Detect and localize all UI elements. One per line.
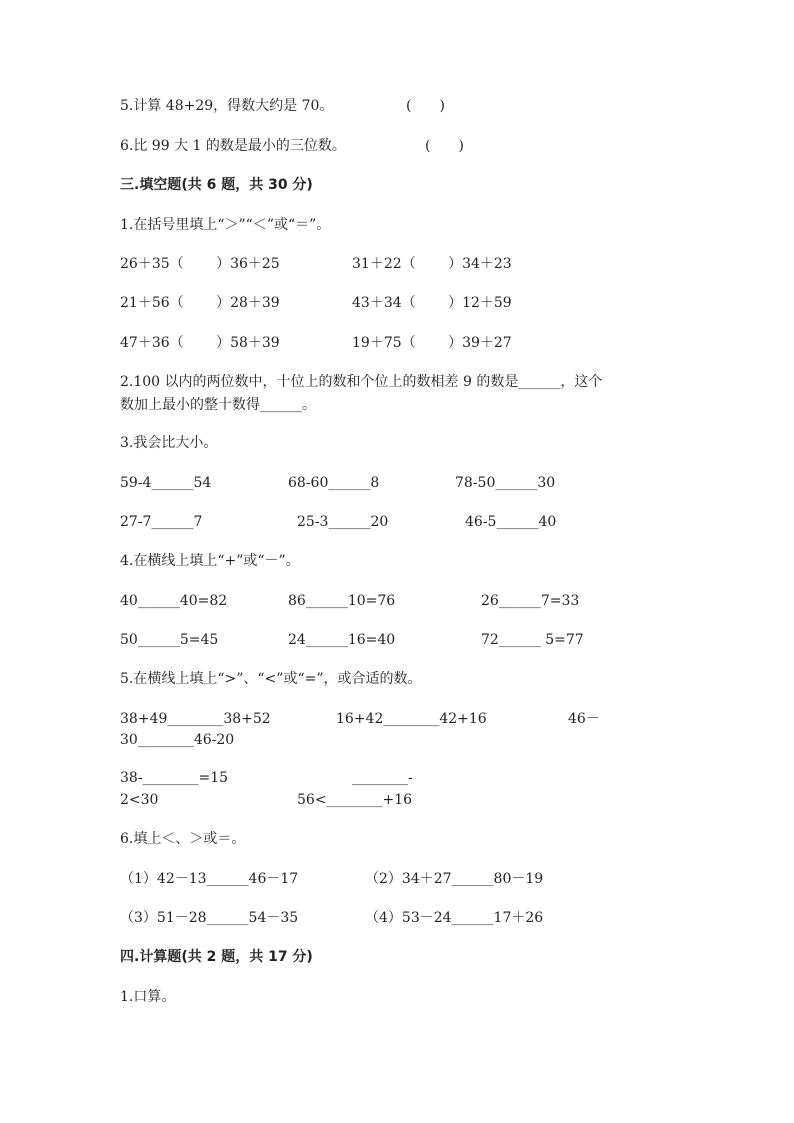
question-prompt: 1.口算。: [120, 989, 176, 1005]
exercise-item: 78-50______30: [455, 475, 556, 491]
question-line: 2.100 以内的两位数中，十位上的数和个位上的数相差 9 的数是______，这个: [120, 374, 603, 390]
exercise-item: ________-: [352, 770, 413, 786]
question-text: 6.比 99 大 1 的数是最小的三位数。: [120, 138, 346, 154]
exercise-item: 40______40=82: [120, 593, 228, 609]
question-text: 5.计算 48+29，得数大约是 70。: [120, 98, 334, 114]
exercise-item: 50______5=45: [120, 632, 219, 648]
exercise-item: （3）51－28______54－35: [120, 910, 299, 926]
exercise-item: 46-5______40: [465, 514, 557, 530]
question-prompt: 5.在横线上填上“>”、“<”或“=”，或合适的数。: [120, 671, 422, 687]
question-line: 数加上最小的整十数得______。: [120, 397, 316, 413]
exercise-item: 38+49________38+52: [120, 711, 271, 727]
section-title: 三.填空题(共 6 题，共 30 分): [120, 177, 313, 193]
exercise-item: 31＋22（ ）34＋23: [352, 256, 512, 272]
exercise-item: 86______10=76: [288, 593, 396, 609]
exercise-item: 38-________=15: [120, 770, 229, 786]
exercise-item: 19＋75（ ）39＋27: [352, 335, 512, 351]
question-prompt: 1.在括号里填上“＞”“＜”或“＝”。: [120, 217, 331, 233]
exercise-item: 46－: [568, 711, 600, 727]
exercise-item: 68-60______8: [288, 475, 380, 491]
answer-parentheses[interactable]: ( ): [425, 138, 464, 154]
section-title: 四.计算题(共 2 题，共 17 分): [120, 949, 313, 965]
exercise-item: 26＋35（ ）36＋25: [120, 256, 280, 272]
exercise-item: 2<30: [120, 792, 159, 808]
answer-parentheses[interactable]: ( ): [406, 98, 445, 114]
question-prompt: 3.我会比大小。: [120, 435, 218, 451]
exercise-item: 72______ 5=77: [481, 632, 584, 648]
exercise-item: 26______7=33: [481, 593, 580, 609]
question-prompt: 6.填上＜、＞或＝。: [120, 831, 246, 847]
exercise-item: 24______16=40: [288, 632, 396, 648]
exercise-item: 21＋56（ ）28＋39: [120, 295, 280, 311]
exercise-item: 16+42________42+16: [336, 711, 487, 727]
exercise-item: 27-7______7: [120, 514, 203, 530]
exercise-item: 30________46-20: [120, 732, 235, 748]
exercise-item: 43＋34（ ）12＋59: [352, 295, 512, 311]
exercise-item: （2）34＋27______80－19: [365, 871, 544, 887]
exercise-item: 56<________+16: [297, 792, 413, 808]
exercise-item: 59-4______54: [120, 475, 212, 491]
exercise-item: 25-3______20: [297, 514, 389, 530]
exercise-item: （4）53－24______17＋26: [365, 910, 544, 926]
exercise-item: 47＋36（ ）58＋39: [120, 335, 280, 351]
question-prompt: 4.在横线上填上“+”或“－”。: [120, 553, 300, 569]
exercise-item: （1）42－13______46－17: [120, 871, 299, 887]
